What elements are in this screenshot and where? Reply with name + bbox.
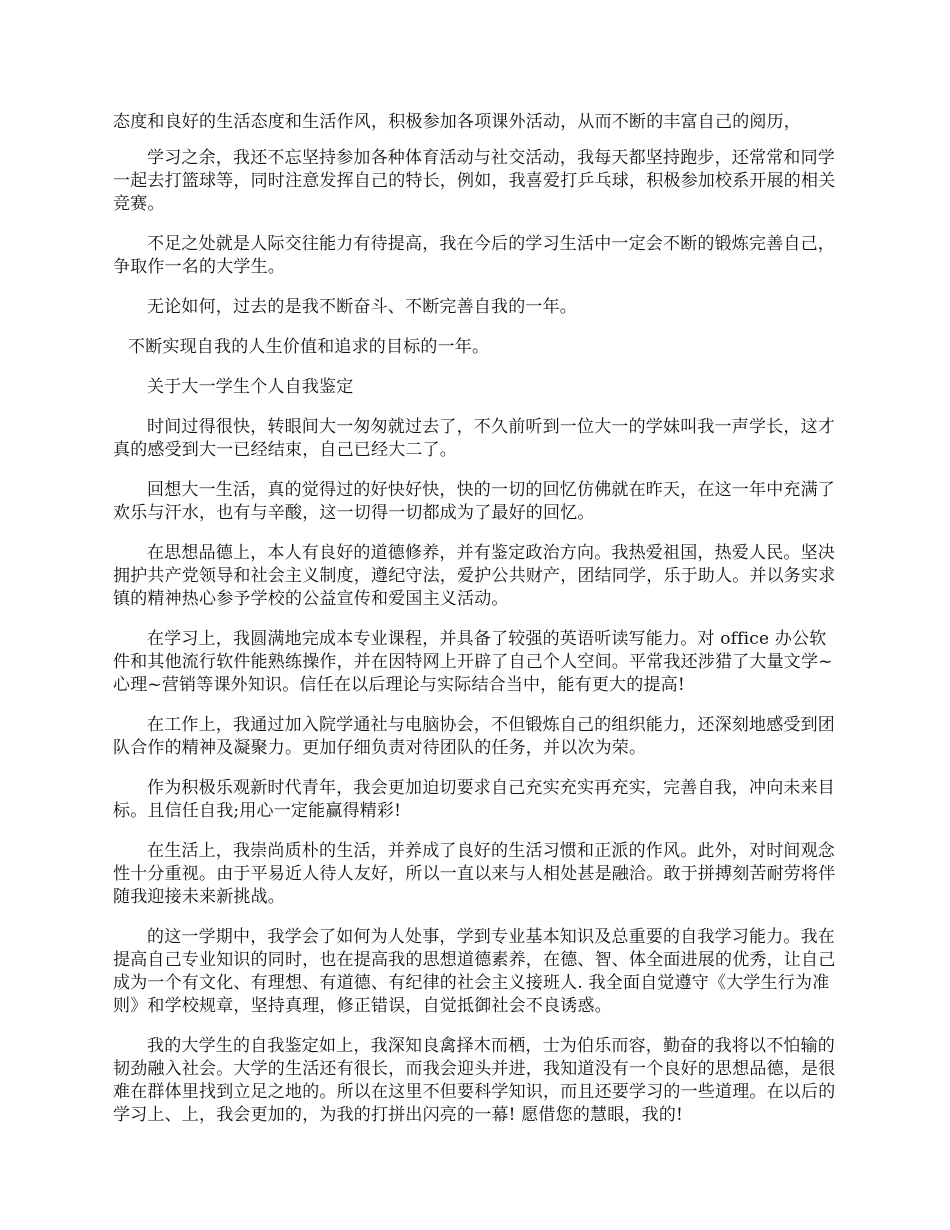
paragraph-8: 回想大一生活，真的觉得过的好快好快，快的一切的回忆仿佛就在昨天，在这一年中充满了欢乐与汗水，也有与辛酸，这一切得一切都成为了最好的回忆。 — [113, 480, 835, 523]
paragraph-14: 的这一学期中，我学会了如何为人处事，学到专业基本知识及总重要的自我学习能力。我在提高自己专业知识的同时，也在提高我的思想道德素养，在德、智、体全面进展的优秀，让自己成为一个有文化、有理想、有道德、有纪律的社会主义接班人. 我全面自觉遵守《大学生行为准则》和学校规章，坚持真理，修正错误，自觉抵御社会不良诱惑。 — [113, 927, 836, 1016]
paragraph-12: 作为积极乐观新时代青年，我会更加迫切要求自己充实充实再充实，完善自我，冲向未来目标。且信任自我;用心一定能赢得精彩! — [113, 778, 835, 821]
paragraph-5: 不断实现自我的人生价值和追求的目标的一年。 — [128, 337, 490, 357]
paragraph-2: 学习之余，我还不忘坚持参加各种体育活动与社交活动，我每天都坚持跑步，还常常和同学一起去打篮球等，同时注意发挥自己的特长，例如，我喜爱打乒乓球，积极参加校系开展的相关竞赛。 — [113, 148, 836, 214]
paragraph-13: 在生活上，我崇尚质朴的生活，并养成了良好的生活习惯和正派的作风。此外，对时间观念性十分重视。由于平易近人待人友好，所以一直以来与人相处甚是融洽。敢于拼搏刻苦耐劳将伴随我迎接未来新挑战。 — [113, 841, 836, 907]
paragraph-7: 时间过得很快，转眼间大一匆匆就过去了，不久前听到一位大一的学妹叫我一声学长，这才真的感受到大一已经结束，自己已经大二了。 — [113, 417, 835, 460]
paragraph-9: 在思想品德上，本人有良好的道德修养，并有鉴定政治方向。我热爱祖国，热爱人民。坚决拥护共产党领导和社会主义制度，遵纪守法，爱护公共财产，团结同学，乐于助人。并以务实求镇的精神热心参予学校的公益宣传和爱国主义活动。 — [113, 543, 836, 609]
paragraph-4: 无论如何，过去的是我不断奋斗、不断完善自我的一年。 — [147, 297, 577, 317]
document-body — [113, 111, 843, 1140]
paragraph-3: 不足之处就是人际交往能力有待提高，我在今后的学习生活中一定会不断的锻炼完善自己，争取作一名的大学生。 — [113, 234, 835, 277]
paragraph-11: 在工作上，我通过加入院学通社与电脑协会，不但锻炼自己的组织能力，还深刻地感受到团队合作的精神及凝聚力。更加仔细负责对待团队的任务，并以次为荣。 — [113, 715, 835, 758]
paragraph-15: 我的大学生的自我鉴定如上，我深知良禽择木而栖，士为伯乐而容，勤奋的我将以不怕输的韧劲融入社会。大学的生活还有很长，而我会迎头并进，我知道没有一个良好的思想品德，是很难在群体里找到立足之地的。所以在这里不但要科学知识，而且还要学习的一些道理。在以后的学习上、上，我会更加的，为我的打拼出闪亮的一幕! 愿借您的慧眼，我的! — [113, 1036, 836, 1125]
section-heading: 关于大一学生个人自我鉴定 — [147, 377, 354, 397]
paragraph-1: 态度和良好的生活态度和生活作风，积极参加各项课外活动，从而不断的丰富自己的阅历， — [113, 112, 801, 132]
paragraph-10: 在学习上，我圆满地完成本专业课程，并具备了较强的英语听读写能力。对 office 办公软件和其他流行软件能熟练操作，并在因特网上开辟了自己个人空间。平常我还涉猎了大量文学~心理~营销等课外知识。信任在以后理论与实际结合当中，能有更大的提高! — [113, 629, 833, 695]
